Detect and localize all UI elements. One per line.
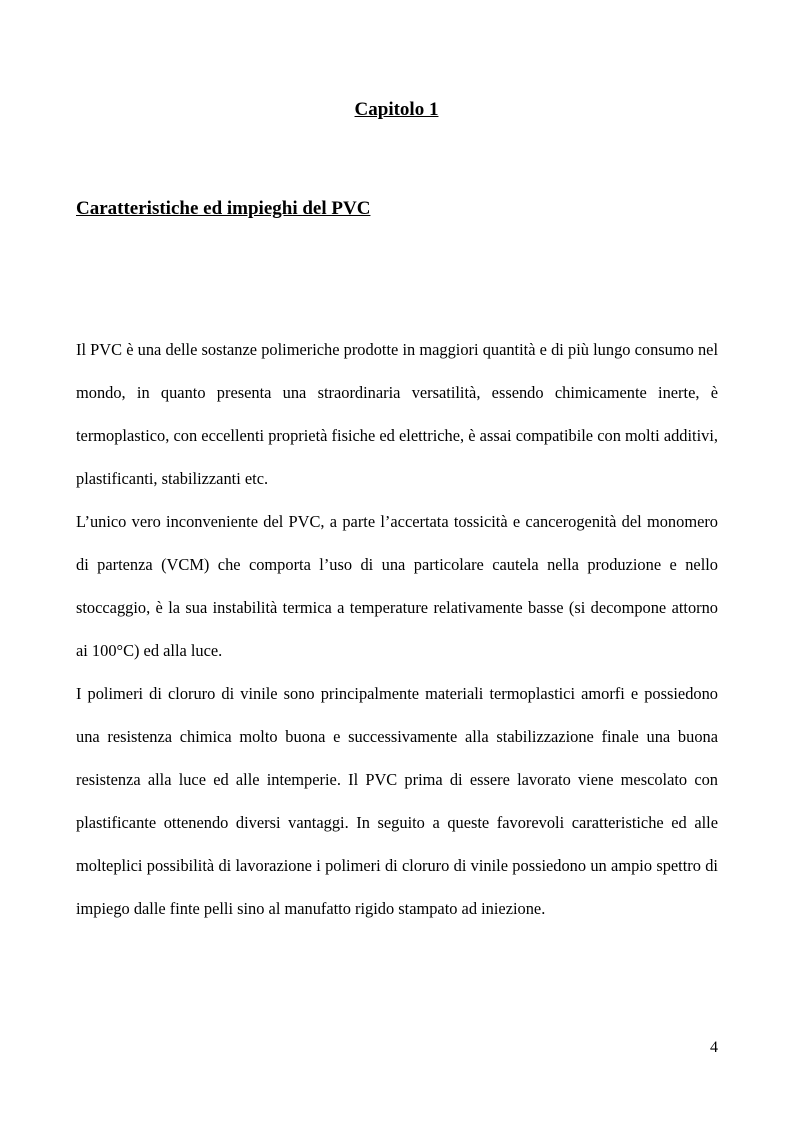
page-number: 4 <box>710 1039 718 1056</box>
paragraph-1: Il PVC è una delle sostanze polimeriche prodotte in maggiori quantità e di più lungo consumo nel mondo, in quanto presenta una straordinaria versatilità, essendo chimicamente inerte, è termoplastico, con eccellenti proprietà fisiche ed elettriche, è assai compatibile con molti additivi, plastificanti, stabilizzanti etc. <box>76 340 718 488</box>
chapter-title: Capitolo 1 <box>354 99 439 120</box>
paragraph-2: L’unico vero inconveniente del PVC, a parte l’accertata tossicità e cancerogenità del monomero di partenza (VCM) che comporta l’uso di una particolare cautela nella produzione e nello stoccaggio, è la sua instabilità termica a temperature relativamente basse (si decompone attorno ai 100°C) ed alla luce. <box>76 512 718 660</box>
section-title: Caratteristiche ed impieghi del PVC <box>76 198 371 219</box>
paragraph-3: I polimeri di cloruro di vinile sono principalmente materiali termoplastici amorfi e possiedono una resistenza chimica molto buona e successivamente alla stabilizzazione finale una buona resistenza alla luce ed alle intemperie. Il PVC prima di essere lavorato viene mescolato con plastificante ottenendo diversi vantaggi. In seguito a queste favorevoli caratteristiche ed alle molteplici possibilità di lavorazione i polimeri di cloruro di vinile possiedono un ampio spettro di impiego dalle finte pelli sino al manufatto rigido stampato ad iniezione. <box>76 684 718 918</box>
body-text <box>76 328 718 930</box>
